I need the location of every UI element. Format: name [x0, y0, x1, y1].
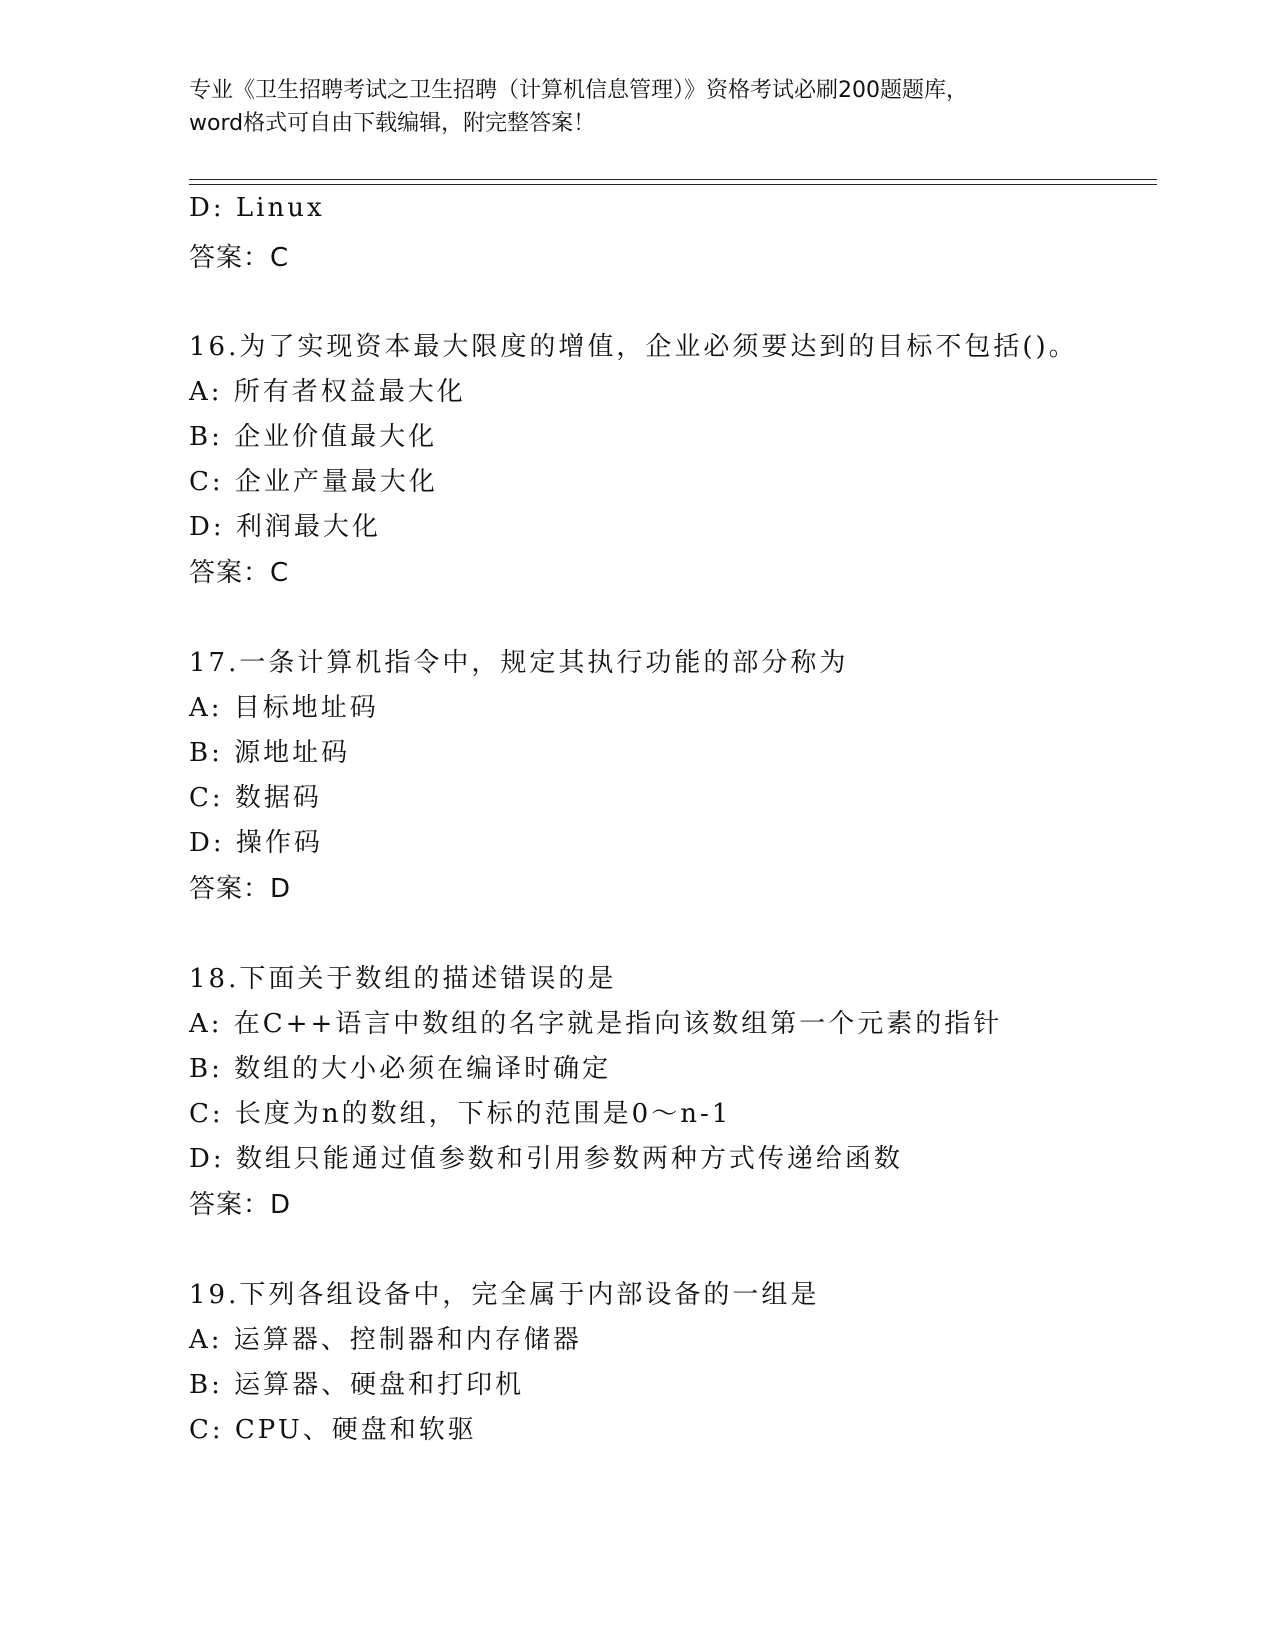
q17-option-d: D: 操作码 — [189, 828, 323, 858]
q18-option-c: C: 长度为n的数组，下标的范围是0～n-1 — [189, 1099, 732, 1129]
q18-question: 18.下面关于数组的描述错误的是 — [189, 964, 617, 994]
q17-answer: 答案：D — [189, 874, 292, 904]
q17-option-a: A: 目标地址码 — [189, 693, 379, 723]
q18-option-d: D: 数组只能通过值参数和引用参数两种方式传递给函数 — [189, 1144, 903, 1174]
header-line-1: 专业《卫生招聘考试之卫生招聘（计算机信息管理）》资格考试必刷200题题库， — [189, 78, 968, 103]
q19-option-c: C: CPU、硬盘和软驱 — [189, 1415, 477, 1445]
q17-option-b: B: 源地址码 — [189, 738, 351, 768]
prev-option-d: D: Linux — [189, 193, 325, 223]
q16-question: 16.为了实现资本最大限度的增值，企业必须要达到的目标不包括()。 — [189, 332, 1078, 362]
prev-answer: 答案：C — [189, 243, 290, 273]
q16-option-a: A: 所有者权益最大化 — [189, 377, 466, 407]
q19-question: 19.下列各组设备中，完全属于内部设备的一组是 — [189, 1280, 820, 1310]
q18-option-a: A: 在C++语言中数组的名字就是指向该数组第一个元素的指针 — [189, 1009, 1003, 1039]
header-divider-bottom — [189, 184, 1157, 185]
q16-option-d: D: 利润最大化 — [189, 512, 381, 542]
q16-answer: 答案：C — [189, 558, 290, 588]
header-line-2: word格式可自由下载编辑，附完整答案！ — [189, 111, 596, 136]
q18-option-b: B: 数组的大小必须在编译时确定 — [189, 1054, 612, 1084]
header-divider-top — [189, 179, 1157, 180]
q17-option-c: C: 数据码 — [189, 783, 322, 813]
q19-option-a: A: 运算器、控制器和内存储器 — [189, 1325, 582, 1355]
q16-option-b: B: 企业价值最大化 — [189, 422, 438, 452]
q18-answer: 答案：D — [189, 1190, 292, 1220]
q17-question: 17.一条计算机指令中，规定其执行功能的部分称为 — [189, 648, 849, 678]
q19-option-b: B: 运算器、硬盘和打印机 — [189, 1370, 525, 1400]
page-header — [189, 74, 1129, 140]
q16-option-c: C: 企业产量最大化 — [189, 467, 438, 497]
